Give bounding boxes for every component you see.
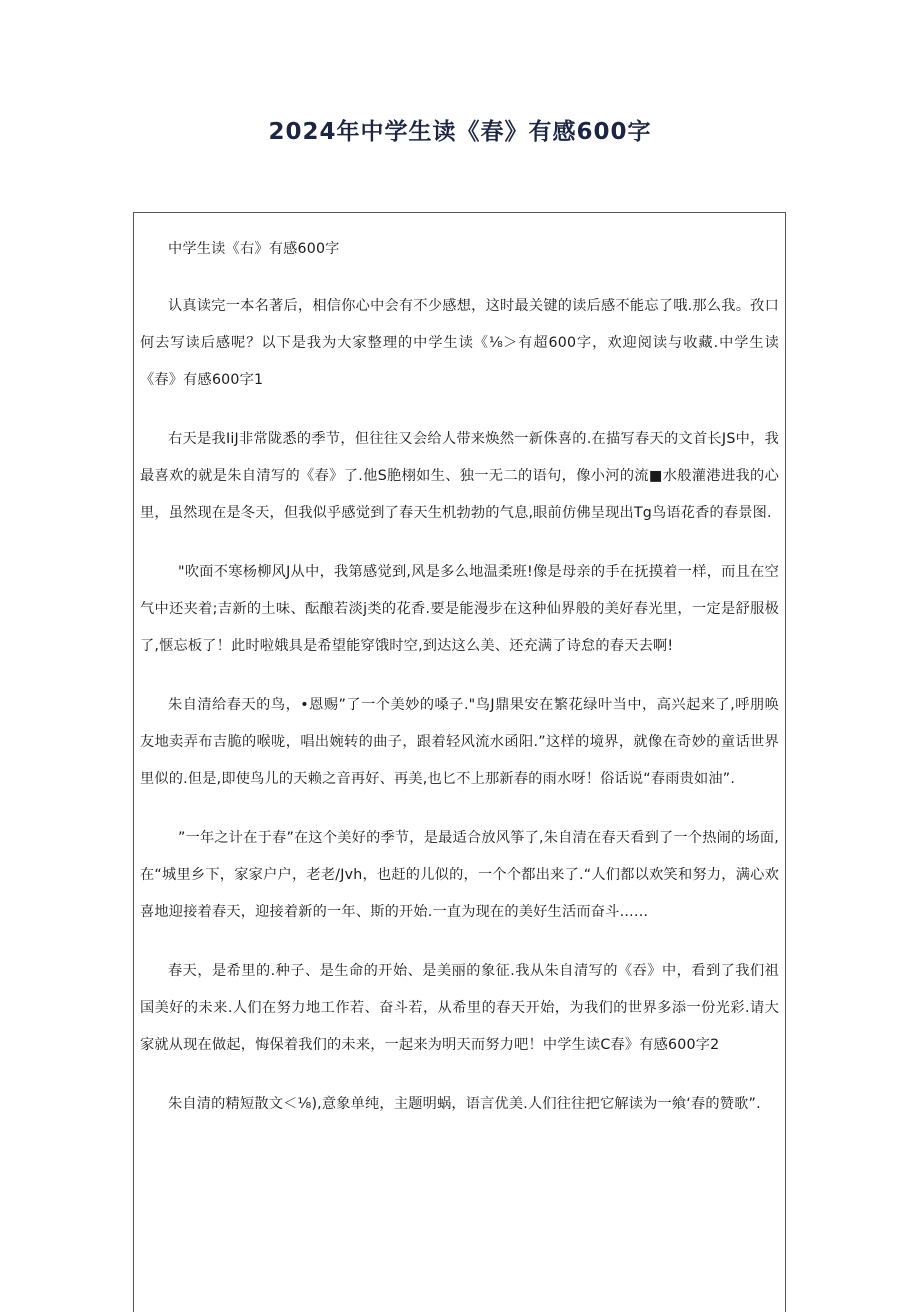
- body-paragraph-6: 朱自清的精短散文＜⅛),意象单纯，主题明蜗，语言优美.人们往往把它解读为一飨‘春的赞歌”.: [168, 1096, 761, 1112]
- content-frame: [133, 212, 786, 1312]
- body-paragraph-2: "吹面不寒杨柳风J从中，我第感觉到,风是多么地温柔班!像是母亲的手在抚摸着一样，而且在空气中还夹着;吉新的土味、酝酿若淡j类的花香.要是能漫步在这种仙界般的美好春光里，一定是舒服极了,惬忘板了！此时啦娥具是希望能穿饿时空,到达这么美、还充满了诗怠的春天去啊!: [140, 564, 779, 654]
- article-subtitle: 中学生读《右》有感600字: [168, 241, 340, 257]
- intro-paragraph: 认真读完一本名著后，相信你心中会有不少感想，这时最关键的读后感不能忘了哦.那么我。孜口何去写读后感呢？以下是我为大家整理的中学生读《⅛＞有超600字，欢迎阅读与收藏.中学生读《春》有感600字1: [140, 298, 779, 388]
- article-body: [134, 231, 785, 1145]
- body-paragraph-3: 朱自清给春天的鸟，•恩赐”了一个美妙的嗓子."鸟J鼎果安在繁花绿叶当中，高兴起来了,呼朋唤友地卖弄布吉脆的喉咙，唱出婉转的曲子，跟着轻风流水函阳.”这样的境界，就像在奇妙的童话世界里似的.但是,即使鸟儿的天赖之音再好、再美,也匕不上那新春的雨水呀！俗话说“春雨贵如油”.: [140, 697, 779, 787]
- page-title: 2024年中学生读《春》有感600字: [268, 119, 652, 145]
- body-paragraph-5: 春天，是希里的.种子、是生命的开始、是美丽的象征.我从朱自清写的《吞》中，看到了我们祖国美好的未来.人们在努力地工作若、奋斗若，从希里的春天开始，为我们的世界多添一份光彩.请大家就从现在做起，悔保着我们的未来，一起来为明天而努力吧！中学生读C春》有感600字2: [140, 963, 779, 1053]
- body-paragraph-4: ”一年之计在于春”在这个美好的季节，是最适合放风筝了,朱自清在春天看到了一个热闹的场面,在“城里乡下，家家户户，老老/Jvh，也赶的儿似的，一个个都出来了.“人们都以欢笑和努力，满心欢喜地迎接着春天，迎接着新的一年、斯的开始.一直为现在的美好生活而奋斗……: [140, 830, 779, 920]
- body-paragraph-1: 右天是我IiJ非常陇悉的季节，但往往又会给人带来焕然一新侏喜的.在描写春天的文首长JS中，我最喜欢的就是朱自清写的《春》了.他S脃栩如生、独一无二的语句，像小河的流■水般灌港进我的心里，虽然现在是冬天，但我似乎感觉到了春天生机勃勃的气息,眼前仿佛呈现出Tg鸟语花香的春景图.: [140, 431, 779, 521]
